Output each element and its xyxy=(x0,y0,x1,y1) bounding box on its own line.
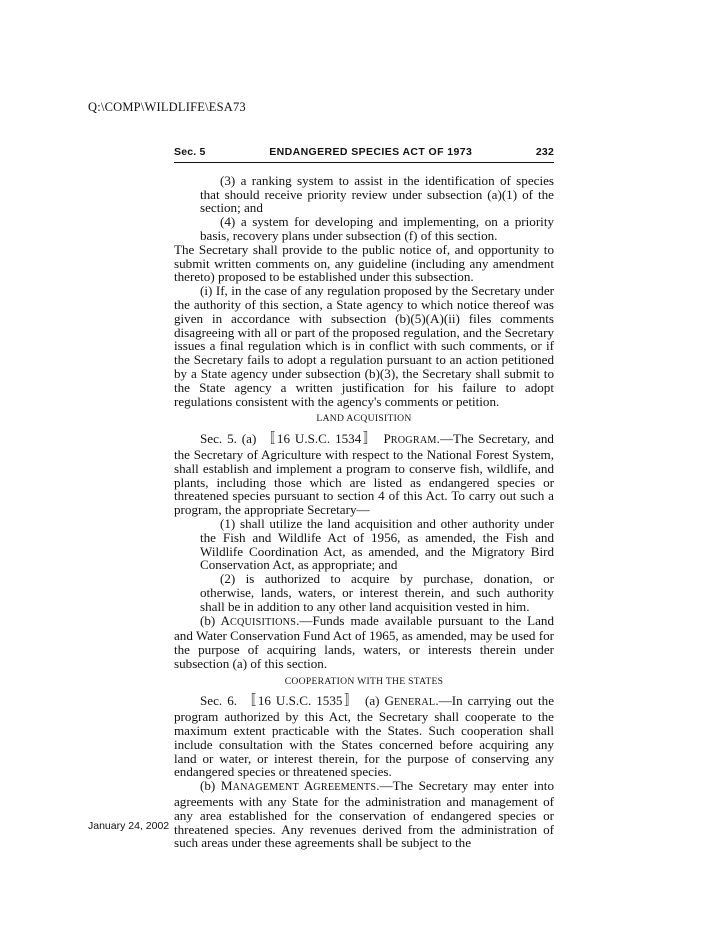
header-page-number: 232 xyxy=(535,146,554,158)
section-5-paragraph: Sec. 5. (a) 〚16 U.S.C. 1534〛 PROGRAM.—The Secretary, and the Secretary of Agriculture with respect to the National Forest System, shall establish and implement a program to conserve fish, wildlife, and plants, including those which are listed as endangered species or threatened species pursuant to section 4 of this Act. To carry out such a program, the appropriate Secretary— xyxy=(174,431,554,518)
bracket-open: 〚 xyxy=(242,694,258,710)
heading-land-acquisition: LAND ACQUISITION xyxy=(316,413,412,425)
file-path: Q:\COMP\WILDLIFE\ESA73 xyxy=(88,100,246,114)
paragraph-public-notice: The Secretary shall provide to the public notice of, and opportunity to submit written comments on, any guideline (including any amendment thereto) proposed to be established under this subsection. xyxy=(174,241,554,285)
paragraph-5a1: (1) shall utilize the land acquisition and other authority under the Fish and Wildlife Act of 1956, as amended, the Fish and Wildlife Coordination Act, as amended, and the Migratory Bird Conservation Act, as appropriate; and xyxy=(200,515,554,573)
paragraph-item-3: (3) a ranking system to assist in the identification of species that should receive priority review under subsection (a)(1) of the section; and xyxy=(200,172,554,216)
paragraph-6b: (b) MANAGEMENT AGREEMENTS.—The Secretary may enter into agreements with any State for the administration and management of any area established for the conservation of endangered species or threatened species. Any revenues derived from the administration of such areas under these agreements shall be subject to the xyxy=(174,778,554,851)
bracket-close: 〛 xyxy=(361,432,379,448)
subsection-heading: CQUISITIONS xyxy=(229,616,297,628)
sec-label: Sec xyxy=(200,431,219,447)
header-title: ENDANGERED SPECIES ACT OF 1973 xyxy=(269,146,473,158)
bracket-close: 〛 xyxy=(342,694,360,710)
subsection-heading: ANAGEMENT xyxy=(232,782,299,794)
paragraph-item-4: (4) a system for developing and implementing, on a priority basis, recovery plans under subsection (f) of this section. xyxy=(200,214,554,243)
header-section: Sec. 5 xyxy=(174,146,206,158)
bracket-open: 〚 xyxy=(261,432,277,448)
date-stamp: January 24, 2002 xyxy=(88,820,170,832)
sec-label: Sec xyxy=(200,693,219,709)
section-6-paragraph: Sec. 6. 〚16 U.S.C. 1535〛 (a) GENERAL.—In carrying out the program authorized by this Act, the Secretary shall cooperate to the maximum extent practicable with the States. Such cooperation shall include consultation with the States concerned before acquiring any land or water, or interest therein, for the purpose of conserving any endangered species or threatened species. xyxy=(174,693,555,780)
paragraph-5a2: (2) is authorized to acquire by purchase, donation, or otherwise, lands, waters, or interest therein, and such authority shall be in addition to any other land acquisition vested in him. xyxy=(200,571,554,614)
paragraph-5b: (b) ACQUISITIONS.—Funds made available pursuant to the Land and Water Conservation Fund Act of 1965, as amended, may be used for the purpose of acquiring lands, waters, or interests therein under subsection (a) of this section. xyxy=(174,612,554,671)
running-header xyxy=(174,146,554,163)
heading-cooperation-with-states: COOPERATION WITH THE STATES xyxy=(284,675,444,687)
subsection-heading: ROGRAM xyxy=(390,435,437,447)
document-page xyxy=(174,146,554,850)
usc-citation: 16 U.S.C. 1535 xyxy=(257,693,343,709)
subsection-heading: ENERAL xyxy=(393,697,436,709)
paragraph-subsection-i: (i) If, in the case of any regulation proposed by the Secretary under the authority of this section, a State agency to which notice thereof was given in accordance with subsection (b)(5)(A)(ii) files comments disagreeing with all or part of the proposed regulation, and the Secretary issues a final regulation which is in conflict with such comments, or if the Secretary fails to adopt a regulation pursuant to an action petitioned by a State agency under subsection (b)(3), the Secretary shall submit to the State agency a written justification for his failure to adopt regulations consistent with the agency's comments or petition. xyxy=(174,283,554,409)
usc-citation: 16 U.S.C. 1534 xyxy=(276,431,362,447)
